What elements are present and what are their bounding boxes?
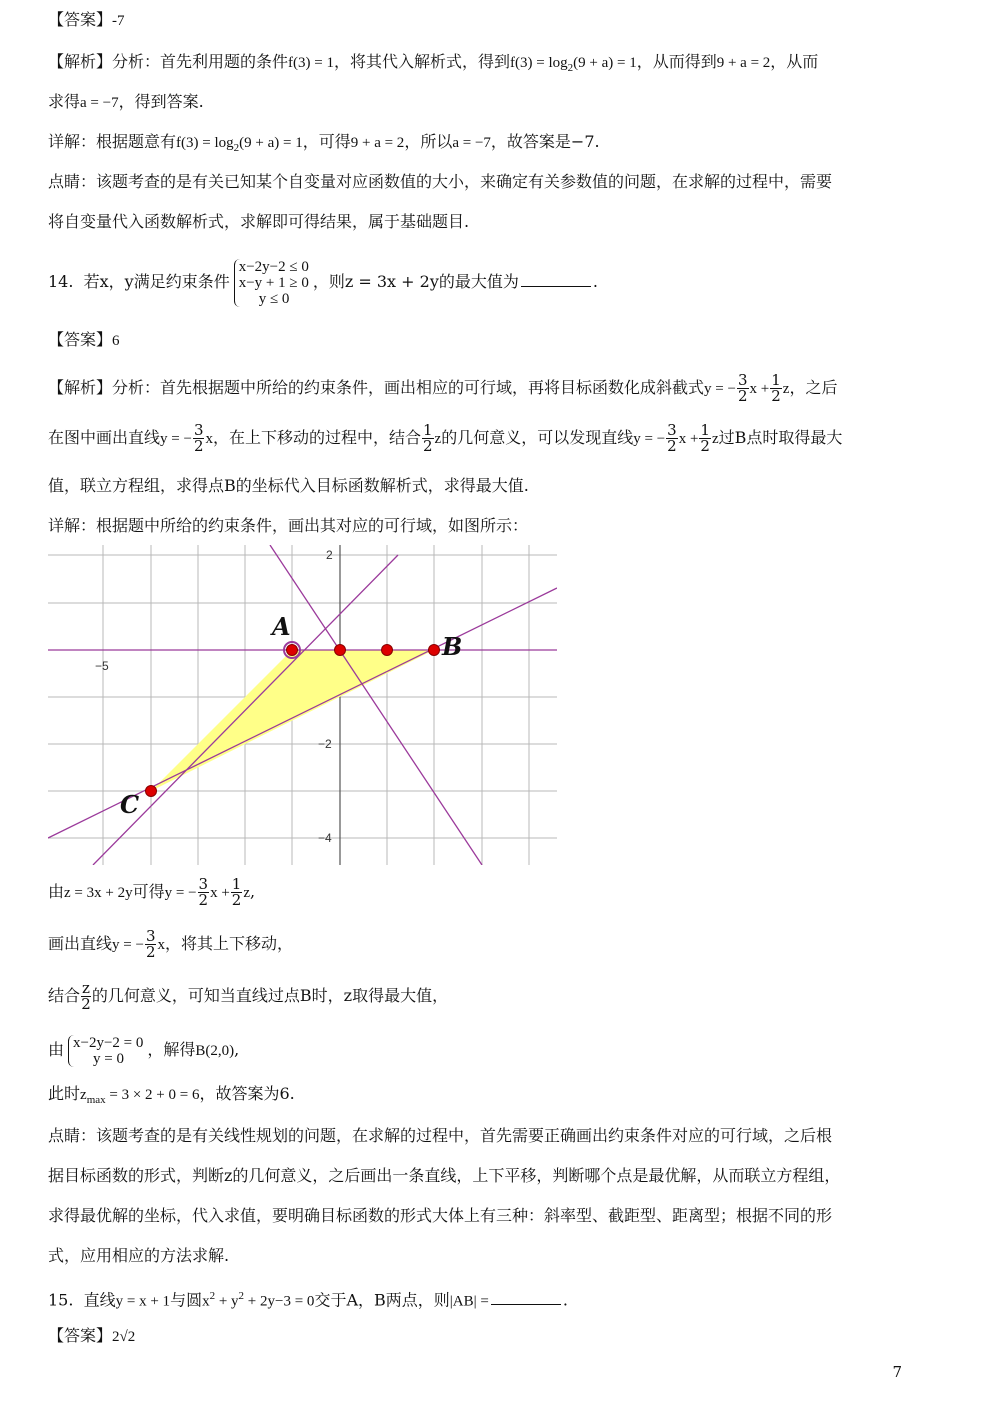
- text: 的几何意义，可知当直线过点B时，z取得最大值，: [91, 986, 449, 1005]
- math: z: [434, 431, 442, 447]
- equation: x−2y−2 = 0: [73, 1034, 144, 1051]
- math: + y: [215, 1293, 239, 1310]
- text: ，将其代入解析式，得到: [333, 52, 510, 71]
- text: 详解：根据题意有: [48, 132, 177, 151]
- denominator: 2: [423, 437, 433, 455]
- fraction: [422, 423, 434, 454]
- comment-line-1: [48, 172, 832, 192]
- text: ，从而得到: [636, 52, 717, 71]
- math-sup: 2: [238, 1290, 245, 1302]
- text: 由: [48, 1040, 65, 1059]
- text: 点睛：该题考查的是有关已知某个自变量对应函数值的大小，来确定有关参数值的问题，在求解的过程中，需要: [48, 172, 833, 191]
- discussion-line-2: [48, 1166, 840, 1186]
- text: ，故答案是−7.: [490, 132, 600, 151]
- text: 交于A，B两点，则: [314, 1290, 450, 1310]
- step-1: [48, 872, 255, 913]
- math: f(3) = log: [176, 135, 234, 151]
- text: ，得到答案.: [118, 92, 204, 111]
- analysis14-line-2: [48, 418, 842, 459]
- fraction: [666, 423, 678, 454]
- denominator: 2: [145, 943, 156, 961]
- discussion-line-4: [48, 1246, 229, 1266]
- text: ，解得: [147, 1040, 196, 1059]
- math: x +: [210, 885, 230, 901]
- equation: y = 0: [93, 1050, 124, 1067]
- denominator: 2: [737, 387, 748, 405]
- denominator: 2: [700, 437, 710, 455]
- numerator: 3: [667, 421, 677, 439]
- text: 此时: [48, 1084, 81, 1103]
- numerator: 1: [771, 371, 781, 389]
- text: 直线: [83, 1290, 116, 1310]
- question-14: [48, 254, 598, 310]
- point: [382, 645, 393, 656]
- text: .: [592, 272, 598, 291]
- math: y = −: [704, 381, 736, 397]
- analysis-line-1: [48, 52, 818, 78]
- answer-line: [48, 10, 125, 31]
- question-15: [48, 1286, 568, 1311]
- text: ，可得: [302, 132, 351, 151]
- feasible-region-figure: [48, 545, 557, 865]
- numerator: 3: [737, 371, 748, 389]
- label-a: A: [272, 612, 291, 641]
- math: x +: [678, 431, 699, 447]
- point-a: [287, 645, 298, 656]
- fraction: [770, 373, 782, 404]
- answer-value: 2√2: [112, 1329, 136, 1345]
- tick-label: −2: [318, 737, 332, 751]
- math-sub: 2: [567, 62, 574, 75]
- constraint: x−2y−2 ≤ 0: [238, 258, 309, 275]
- text: 分析：首先根据题中所给的约束条件，画出相应的可行域，再将目标函数化成斜截式: [112, 378, 705, 397]
- step-4: [48, 1030, 239, 1071]
- point-c: [146, 786, 157, 797]
- text: 与圆: [170, 1290, 203, 1310]
- answer-value: -7: [112, 13, 125, 29]
- math: y = x + 1: [115, 1293, 171, 1310]
- math: B(2,0): [195, 1043, 235, 1059]
- denominator: 2: [198, 891, 209, 909]
- answer-label: 【答案】: [48, 330, 113, 349]
- constraint-system: [234, 259, 309, 307]
- answer-15: [48, 1326, 135, 1347]
- analysis-line-2: [48, 92, 204, 113]
- analysis-label: 【解析】: [48, 378, 113, 397]
- math: + 2y−3 = 0: [244, 1293, 315, 1310]
- text: ，之后: [789, 378, 838, 397]
- text: 在图中画出直线: [48, 428, 161, 447]
- math: z: [711, 431, 719, 447]
- text: 值，联立方程组，求得点B的坐标代入目标函数解析式，求得最大值.: [48, 476, 529, 495]
- analysis14-line-1: [48, 368, 837, 409]
- math: 9 + a = 2: [716, 55, 771, 71]
- numerator: 3: [193, 421, 204, 439]
- math: x: [202, 1293, 210, 1310]
- math: (9 + a) = 1: [239, 135, 303, 151]
- fraction: [145, 929, 157, 960]
- text: ，在上下移动的过程中，结合: [212, 428, 421, 447]
- constraint: x−y + 1 ≥ 0: [238, 274, 309, 291]
- denominator: 2: [231, 891, 242, 909]
- text: ，故答案为6.: [199, 1084, 295, 1103]
- math: |AB| =: [449, 1293, 489, 1310]
- text: ,: [250, 882, 256, 901]
- text: ，将其上下移动，: [164, 934, 293, 953]
- label-b: B: [442, 632, 463, 661]
- text: 将自变量代入函数解析式，求解即可得结果，属于基础题目.: [48, 212, 470, 231]
- point-b: [429, 645, 440, 656]
- text: 据目标函数的形式，判断z的几何意义，之后画出一条直线，上下平移，判断哪个点是最优解，从而联立方程组，: [48, 1166, 841, 1185]
- math: y = −: [160, 431, 192, 447]
- tick-label: 2: [326, 548, 333, 562]
- denominator: 2: [81, 995, 91, 1013]
- fraction: [699, 423, 711, 454]
- analysis-label: 【解析】: [48, 52, 113, 71]
- text: .: [562, 1290, 568, 1310]
- tick-label: −4: [318, 831, 332, 845]
- text: ，从而: [770, 52, 819, 71]
- math: y = −: [112, 937, 144, 953]
- text: 求得最优解的坐标，代入求值，要明确目标函数的形式大体上有三种：斜率型、截距型、距离型；根据不同的形: [48, 1206, 833, 1225]
- math: z = 3x + 2y: [64, 885, 133, 901]
- math: x: [157, 937, 165, 953]
- discussion-line-3: [48, 1206, 832, 1226]
- step-2: [48, 924, 293, 965]
- analysis14-line-3: [48, 476, 529, 496]
- step-5: [48, 1084, 295, 1110]
- text: 可得: [132, 882, 165, 901]
- math: 9 + a = 2: [350, 135, 405, 151]
- math: = 3 × 2 + 0 = 6: [105, 1087, 200, 1103]
- page-number: 7: [892, 1363, 902, 1381]
- math: x: [205, 431, 213, 447]
- constraint: y ≤ 0: [258, 290, 290, 307]
- text: ，则z = 3x + 2y的最大值为: [312, 272, 519, 291]
- text: 详解：根据题中所给的约束条件，画出其对应的可行域，如图所示：: [48, 516, 529, 535]
- numerator: 1: [423, 421, 433, 439]
- numerator: z: [82, 979, 90, 997]
- fraction: [737, 373, 749, 404]
- numerator: 1: [231, 875, 242, 893]
- answer-label: 【答案】: [48, 10, 113, 29]
- denominator: 2: [667, 437, 677, 455]
- point: [335, 645, 346, 656]
- text: 结合: [48, 986, 81, 1005]
- text: 的几何意义，可以发现直线: [441, 428, 634, 447]
- fraction: [231, 877, 243, 908]
- math: y = −: [633, 431, 666, 447]
- detail14-line: [48, 516, 528, 536]
- math-sub: max: [86, 1094, 106, 1107]
- comment-line-2: [48, 212, 469, 232]
- detail-line: [48, 132, 600, 158]
- text: 求得: [48, 92, 81, 111]
- math: z: [243, 885, 251, 901]
- math: (9 + a) = 1: [573, 55, 637, 71]
- text: 点睛：该题考查的是有关线性规划的问题，在求解的过程中，首先需要正确画出约束条件对应的可行域，之后根: [48, 1126, 833, 1145]
- math-sub: 2: [233, 142, 240, 155]
- numerator: 3: [145, 927, 156, 945]
- math: f(3) = log: [510, 55, 568, 71]
- answer-value: 6: [112, 333, 120, 349]
- fraction: [193, 423, 205, 454]
- answer-14: [48, 330, 120, 351]
- text: 分析：首先利用题的条件: [112, 52, 289, 71]
- math-sup: 2: [209, 1290, 216, 1302]
- equation-system: [68, 1035, 143, 1067]
- math: f(3) = 1: [288, 55, 334, 71]
- text: 若x，y满足约束条件: [83, 272, 230, 291]
- text: 式，应用相应的方法求解.: [48, 1246, 230, 1265]
- text: ,: [234, 1040, 240, 1059]
- numerator: 1: [700, 421, 710, 439]
- question-number: 14.: [48, 272, 74, 291]
- text: ，所以: [404, 132, 453, 151]
- answer-blank: [491, 1304, 561, 1305]
- numerator: 3: [198, 875, 209, 893]
- answer-blank: [521, 286, 591, 287]
- denominator: 2: [193, 437, 204, 455]
- math: z: [782, 381, 790, 397]
- denominator: 2: [771, 387, 781, 405]
- math: a = −7: [452, 135, 491, 151]
- math: z: [80, 1087, 87, 1103]
- answer-label: 【答案】: [48, 1326, 113, 1345]
- math: y = −: [164, 885, 197, 901]
- tick-label: −5: [95, 659, 109, 673]
- math: a = −7: [80, 95, 119, 111]
- text: 由: [48, 882, 65, 901]
- fraction: [81, 981, 91, 1012]
- step-3: [48, 976, 448, 1016]
- text: 过B点时取得最大: [718, 428, 843, 447]
- label-c: C: [120, 790, 140, 819]
- text: 画出直线: [48, 934, 113, 953]
- fraction: [198, 877, 210, 908]
- discussion-line-1: [48, 1126, 832, 1146]
- question-number: 15.: [48, 1290, 74, 1310]
- math: x +: [749, 381, 770, 397]
